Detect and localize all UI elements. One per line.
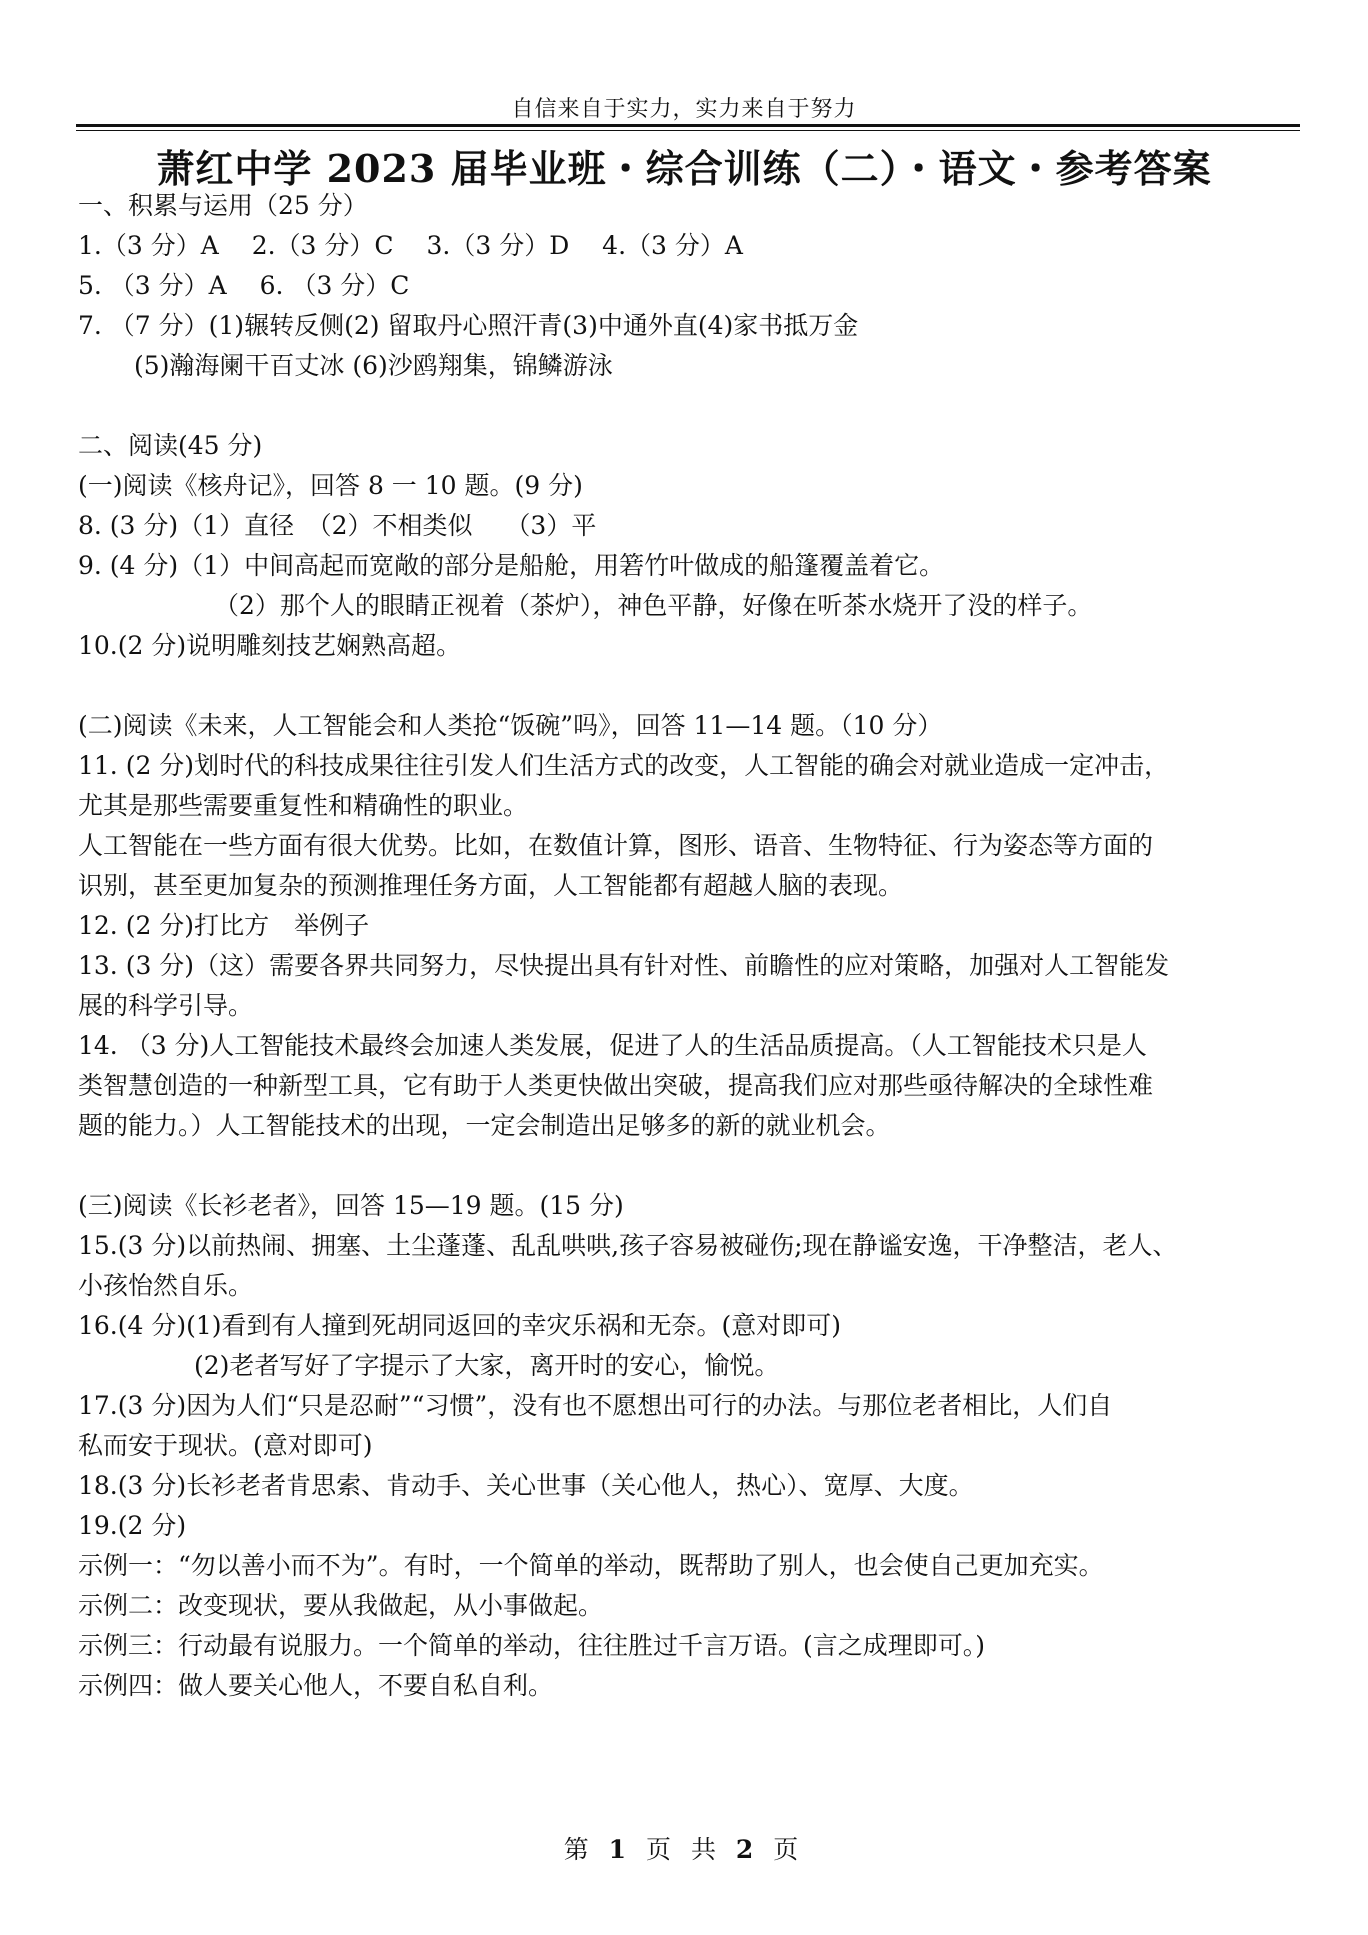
answer-line: 7. （7 分）(1)辗转反侧(2) 留取丹心照汗青(3)中通外直(4)家书抵万金 [78, 311, 859, 340]
answer-line: 11. (2 分)划时代的科技成果往往引发人们生活方式的改变，人工智能的确会对就业造成一定冲击， [78, 751, 1170, 780]
page-suffix: 页 [773, 1835, 805, 1864]
answer-line: 5. （3 分）A 6. （3 分）C [78, 271, 410, 300]
page-current: 1 [608, 1835, 633, 1864]
subsection-heading: (一)阅读《核舟记》，回答 8 一 10 题。(9 分) [78, 471, 583, 500]
answer-line: 示例三：行动最有说服力。一个简单的举动，往往胜过千言万语。(言之成理即可。) [78, 1631, 986, 1660]
answer-line: 13. (3 分)（这）需要各界共同努力，尽快提出具有针对性、前瞻性的应对策略，加强对人工智能发 [78, 951, 1170, 980]
answer-line: 类智慧创造的一种新型工具，它有助于人类更快做出突破，提高我们应对那些亟待解决的全球性难 [78, 1071, 1154, 1100]
answer-line: 15.(3 分)以前热闹、拥塞、土尘蓬蓬、乱乱哄哄,孩子容易被碰伤;现在静谧安逸，干净整洁，老人、 [78, 1231, 1178, 1260]
answer-line: 尤其是那些需要重复性和精确性的职业。 [78, 791, 529, 820]
answer-line: 10.(2 分)说明雕刻技艺娴熟高超。 [78, 631, 462, 660]
answer-line: 示例四：做人要关心他人，不要自私自利。 [78, 1671, 554, 1700]
section-reading-2 [78, 706, 1302, 1146]
subsection-heading: (三)阅读《长衫老者》，回答 15—19 题。(15 分) [78, 1191, 624, 1220]
answer-line: 9. (4 分)（1）中间高起而宽敞的部分是船舱，用箬竹叶做成的船篷覆盖着它。 [78, 551, 945, 580]
answer-body [78, 186, 1302, 1706]
answer-line: 16.(4 分)(1)看到有人撞到死胡同返回的幸灾乐祸和无奈。(意对即可) [78, 1311, 842, 1340]
answer-line: 展的科学引导。 [78, 991, 254, 1020]
answer-line: 示例二：改变现状，要从我做起，从小事做起。 [78, 1591, 604, 1620]
document-title: 萧红中学 2023 届毕业班・综合训练（二）・语文・参考答案 [156, 146, 1212, 191]
answer-line: 8. (3 分)（1）直径 （2）不相类似 （3）平 [78, 511, 597, 540]
spacer [78, 666, 1302, 706]
header-rule-thin [76, 130, 1300, 131]
answer-line: 小孩怡然自乐。 [78, 1271, 254, 1300]
answer-line: 人工智能在一些方面有很大优势。比如，在数值计算，图形、语音、生物特征、行为姿态等方面的 [78, 831, 1154, 860]
subsection-heading: (二)阅读《未来，人工智能会和人类抢“饭碗”吗》，回答 11—14 题。（10 分） [78, 711, 943, 740]
answer-line: 1.（3 分）A 2.（3 分）C 3.（3 分）D 4.（3 分）A [78, 231, 743, 260]
section-heading: 二、阅读(45 分) [78, 431, 263, 460]
answer-line: 识别，甚至更加复杂的预测推理任务方面，人工智能都有超越人脑的表现。 [78, 871, 904, 900]
answer-line: 题的能力。）人工智能技术的出现，一定会制造出足够多的新的就业机会。 [78, 1111, 891, 1140]
spacer [78, 386, 1302, 426]
answer-line: （2）那个人的眼睛正视着（茶炉），神色平静，好像在听茶水烧开了没的样子。 [214, 591, 1093, 620]
page-footer [0, 1830, 1368, 1866]
section-reading-3 [78, 1186, 1302, 1706]
page-prefix: 第 [563, 1835, 595, 1864]
header-rule-thick [76, 124, 1300, 127]
answer-line: 示例一：“勿以善小而不为”。有时，一个简单的举动，既帮助了别人，也会使自己更加充实。 [78, 1551, 1104, 1580]
header-motto: 自信来自于实力，实力来自于努力 [511, 97, 857, 122]
section-accumulation [78, 186, 1302, 386]
answer-line: (2)老者写好了字提示了大家，离开时的安心，愉悦。 [194, 1351, 780, 1380]
section-heading: 一、积累与运用（25 分） [78, 191, 368, 220]
page-middle: 页 共 [646, 1835, 722, 1864]
page-total: 2 [735, 1835, 760, 1864]
answer-line: 18.(3 分)长衫老者肯思索、肯动手、关心世事（关心他人，热心）、宽厚、大度。 [78, 1471, 974, 1500]
answer-line: 私而安于现状。(意对即可) [78, 1431, 373, 1460]
answer-line: 17.(3 分)因为人们“只是忍耐”“习惯”，没有也不愿想出可行的办法。与那位老者相比，人们自 [78, 1391, 1113, 1420]
spacer [78, 1146, 1302, 1186]
answer-line: 12. (2 分)打比方 举例子 [78, 911, 370, 940]
section-reading-1 [78, 426, 1302, 666]
answer-line: (5)瀚海阑干百丈冰 (6)沙鸥翔集，锦鳞游泳 [134, 351, 613, 380]
answer-line: 14. （3 分)人工智能技术最终会加速人类发展，促进了人的生活品质提高。（人工智能技术只是人 [78, 1031, 1147, 1060]
answer-line: 19.(2 分) [78, 1511, 187, 1540]
